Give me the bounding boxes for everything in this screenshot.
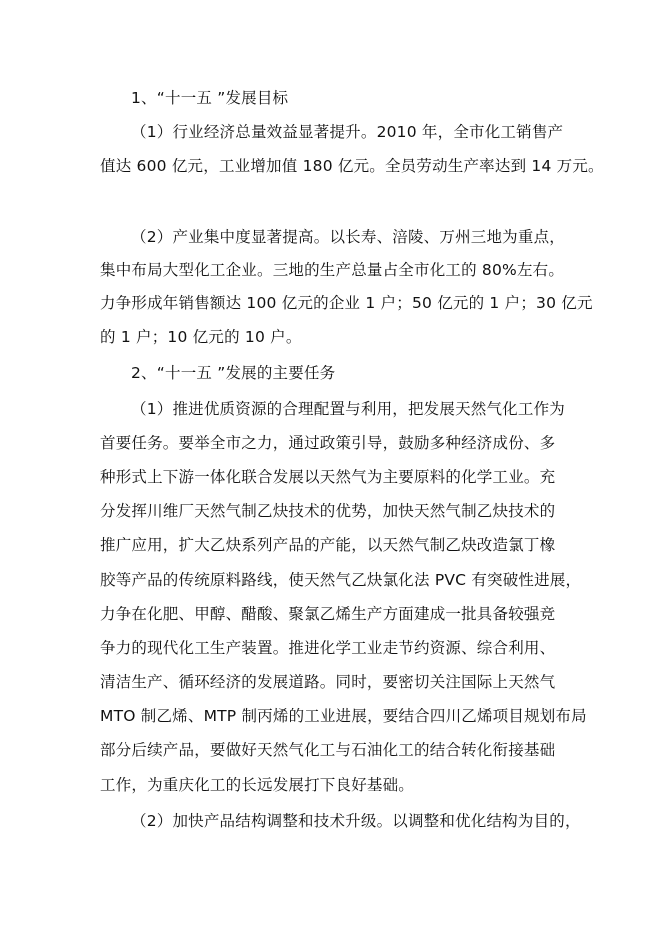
paragraph-line: （2）加快产品结构调整和技术升级。以调整和优化结构为目的， xyxy=(131,812,581,830)
paragraph-line: 工作，为重庆化工的长远发展打下良好基础。 xyxy=(100,776,415,794)
paragraph-line: 争力的现代化工生产装置。推进化学工业走节约资源、综合利用、 xyxy=(100,639,556,657)
paragraph-line: 部分后续产品，要做好天然气化工与石油化工的结合转化衔接基础 xyxy=(100,741,556,759)
paragraph-line: 的 1 户；10 亿元的 10 户。 xyxy=(100,328,302,346)
paragraph-line: 集中布局大型化工企业。三地的生产总量占全市化工的 80%左右。 xyxy=(100,261,565,279)
paragraph-line: 分发挥川维厂天然气制乙炔技术的优势，加快天然气制乙炔技术的 xyxy=(100,502,556,520)
paragraph-line: （2）产业集中度显著提高。以长寿、涪陵、万州三地为重点， xyxy=(131,228,565,246)
paragraph-line: （1）行业经济总量效益显著提升。2010 年，全市化工销售产 xyxy=(131,123,564,141)
paragraph-line: 种形式上下游一体化联合发展以天然气为主要原料的化学工业。充 xyxy=(100,468,556,486)
heading-main-tasks: 2、“十一五 ”发展的主要任务 xyxy=(131,364,336,382)
heading-development-goals: 1、“十一五 ”发展目标 xyxy=(131,89,289,107)
paragraph-line: 推广应用，扩大乙炔系列产品的产能，以天然气制乙炔改造氯丁橡 xyxy=(100,536,556,554)
paragraph-line: 胶等产品的传统原料路线，使天然气乙炔氯化法 PVC 有突破性进展， xyxy=(100,571,582,589)
paragraph-line: 首要任务。要举全市之力，通过政策引导，鼓励多种经济成份、多 xyxy=(100,434,556,452)
paragraph-line: 值达 600 亿元，工业增加值 180 亿元。全员劳动生产率达到 14 万元。 xyxy=(100,157,604,175)
paragraph-line: （1）推进优质资源的合理配置与利用，把发展天然气化工作为 xyxy=(131,400,565,418)
paragraph-line: 力争形成年销售额达 100 亿元的企业 1 户；50 亿元的 1 户；30 亿元 xyxy=(100,294,593,312)
paragraph-line: MTO 制乙烯、MTP 制丙烯的工业进展，要结合四川乙烯项目规划布局 xyxy=(100,707,587,725)
paragraph-line: 力争在化肥、甲醇、醋酸、聚氯乙烯生产方面建成一批具备较强竞 xyxy=(100,605,556,623)
paragraph-line: 清洁生产、循环经济的发展道路。同时，要密切关注国际上天然气 xyxy=(100,673,556,691)
